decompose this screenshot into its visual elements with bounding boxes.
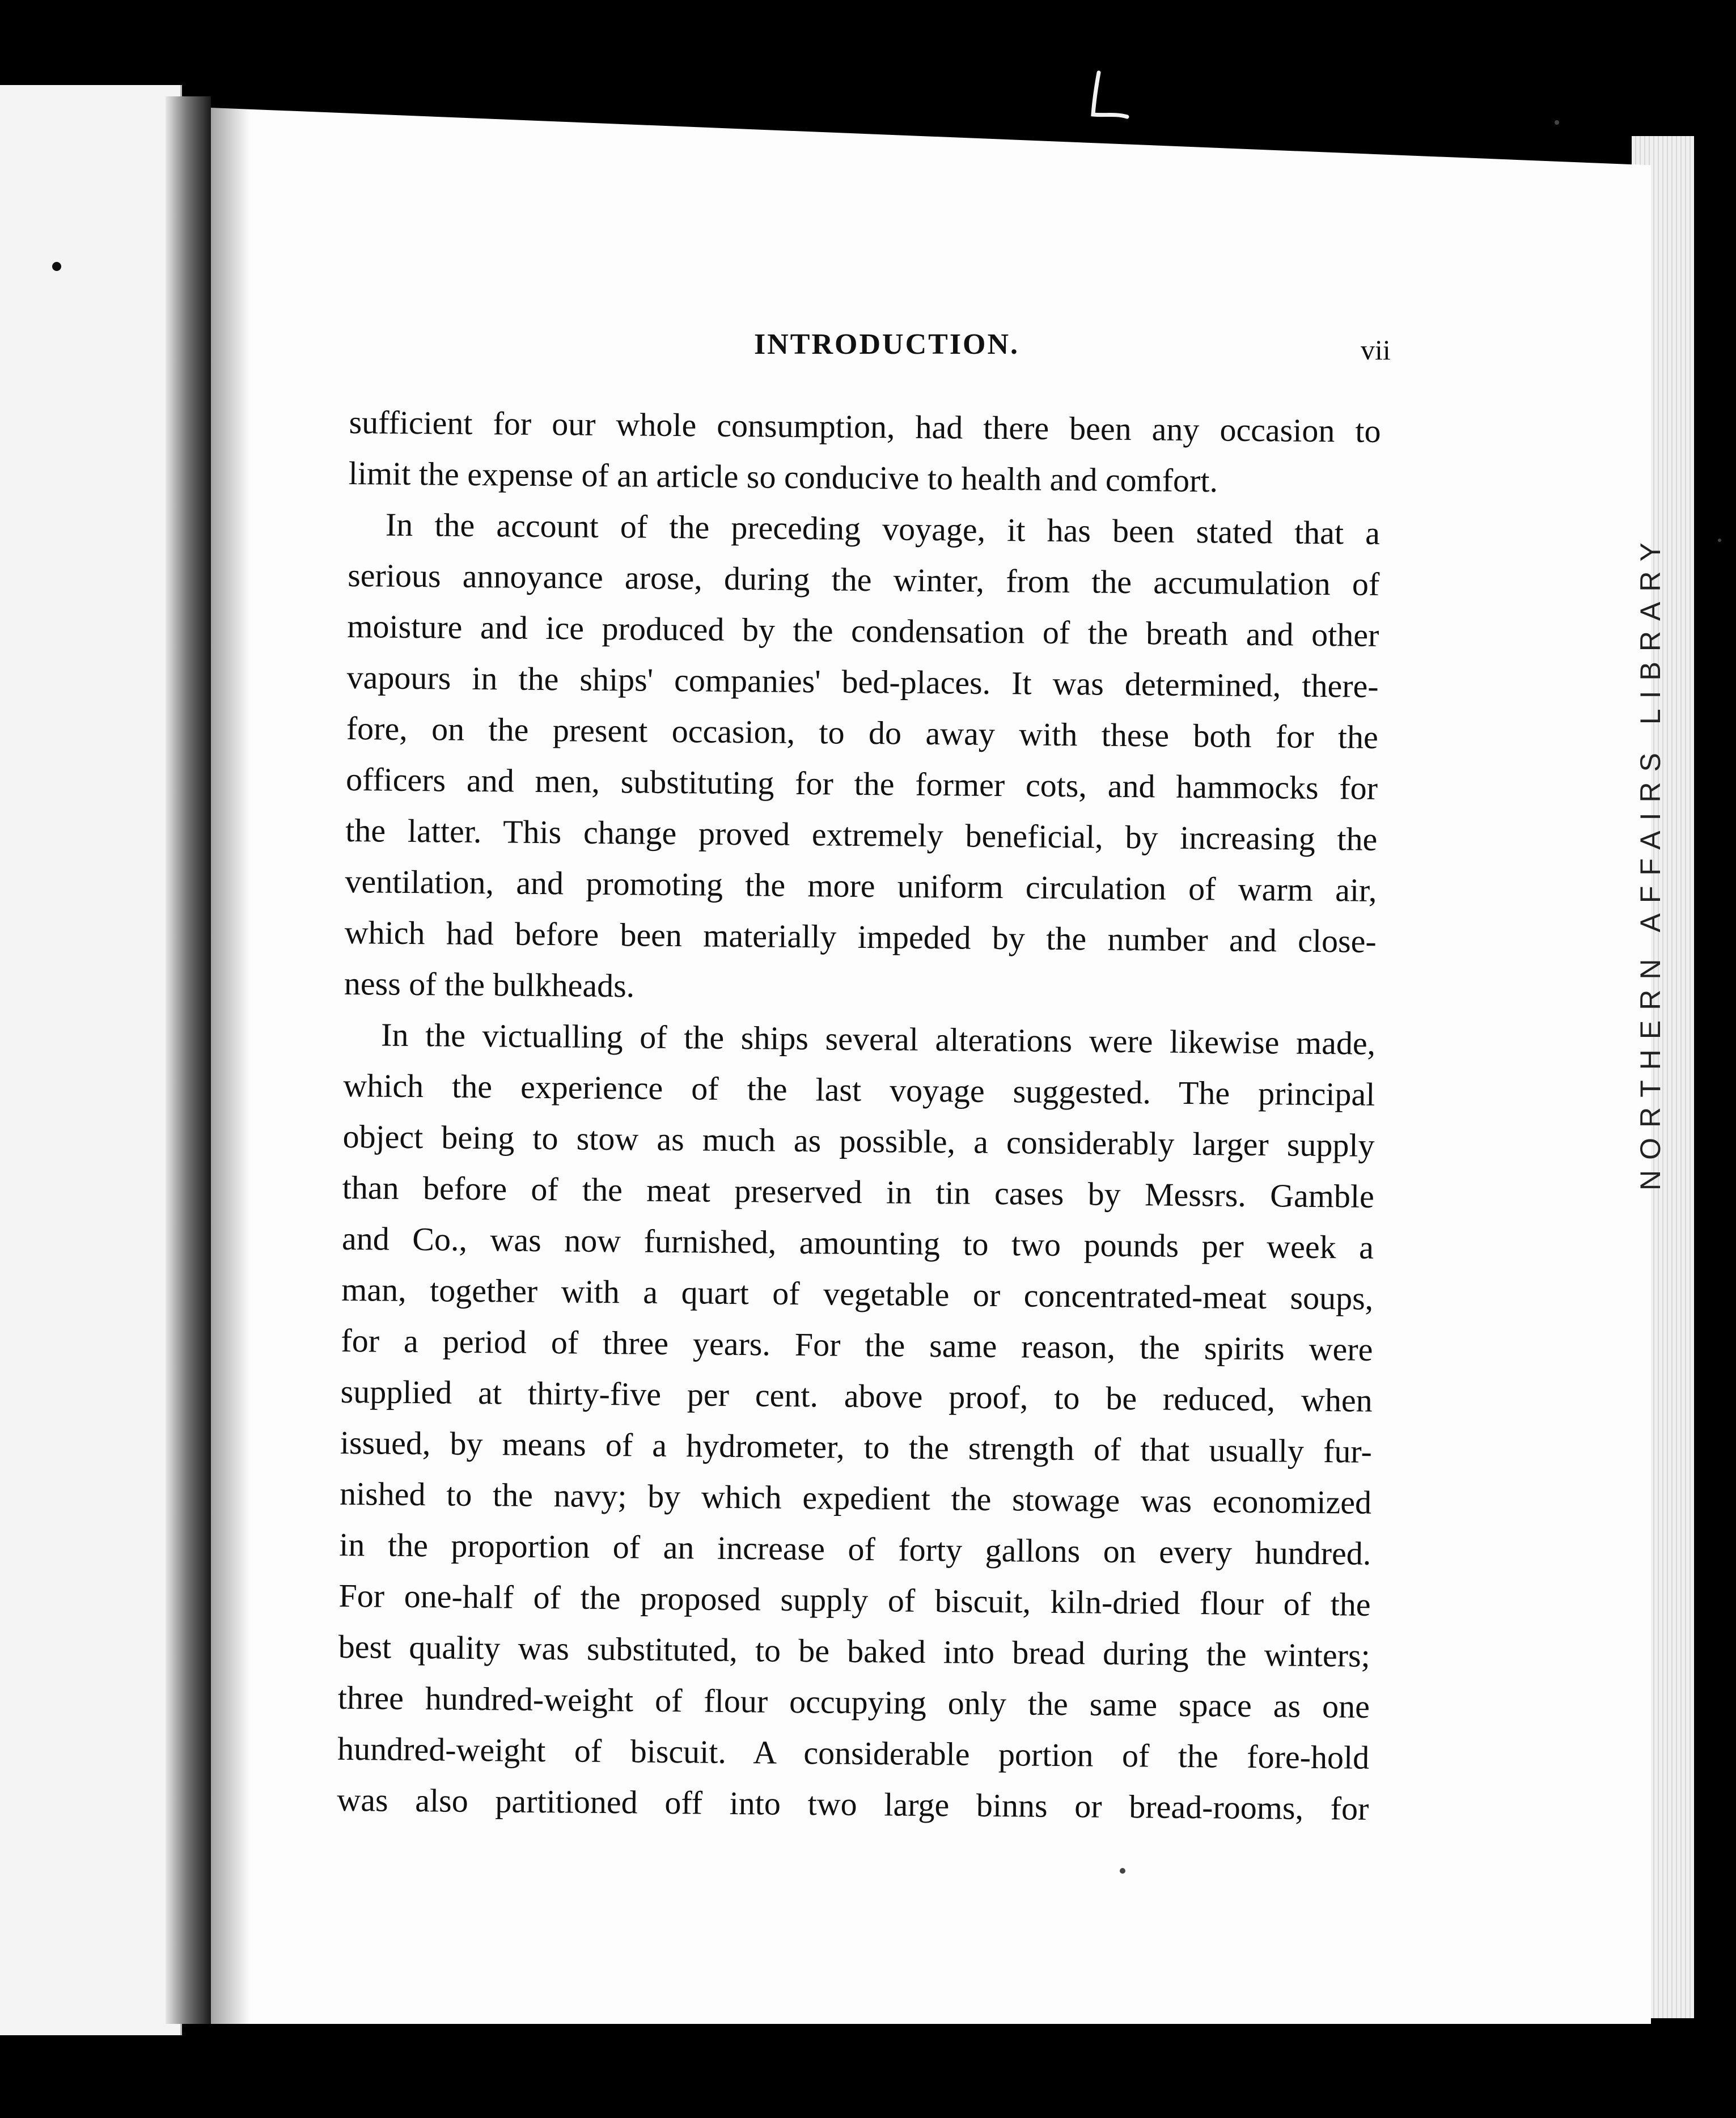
text-line: serious annoyance arose, during the winter, from the accumulation of xyxy=(347,556,1380,603)
text-line: supplied at thirty-five per cent. above proof, to be reduced, when xyxy=(340,1373,1373,1419)
text-line: three hundred-weight of flour occupying only the same space as one xyxy=(337,1679,1370,1725)
text-line: was also partitioned off into two large binns or bread-rooms, for xyxy=(337,1781,1369,1827)
text-line: In the victualling of the ships several alterations were likewise made, xyxy=(380,1016,1376,1062)
text-line: in the proportion of an increase of forty gallons on every hundred. xyxy=(339,1526,1371,1572)
body-text xyxy=(337,397,1381,1835)
text-line: ness of the bulkheads. xyxy=(344,964,635,1005)
text-line: which had before been materially impeded by the number and close- xyxy=(344,913,1377,960)
gutter-shadow xyxy=(211,108,251,2024)
text-line: ventilation, and promoting the more uniform circulation of warm air, xyxy=(345,862,1377,909)
text-line: nished to the navy; by which expedient the stowage was economized xyxy=(339,1475,1372,1521)
paper-speck xyxy=(1120,1868,1125,1874)
text-line: best quality was substituted, to be baked into bread during the winters; xyxy=(338,1628,1370,1674)
paper-speck xyxy=(1718,539,1721,542)
text-line: and Co., was now furnished, amounting to two pounds per week a xyxy=(341,1219,1374,1266)
text-line: man, together with a quart of vegetable or concentrated-meat soups, xyxy=(341,1270,1374,1317)
text-line: officers and men, substituting for the former cots, and hammocks for xyxy=(345,760,1378,807)
text-line: object being to stow as much as possible, a considerably larger supply xyxy=(342,1117,1375,1164)
paper-speck xyxy=(1555,120,1559,125)
text-line: the latter. This change proved extremely beneficial, by increasing the xyxy=(345,811,1378,858)
text-line: For one-half of the proposed supply of biscuit, kiln-dried flour of the xyxy=(338,1577,1371,1623)
page-number: vii xyxy=(1361,334,1391,366)
text-line: limit the expense of an article so conducive to health and comfort. xyxy=(348,454,1218,499)
facing-page xyxy=(0,85,182,2035)
text-line: In the account of the preceding voyage, it has been stated that a xyxy=(385,506,1381,552)
running-head: INTRODUCTION. xyxy=(754,328,1020,361)
text-line: vapours in the ships' companies' bed-places. It was determined, there- xyxy=(346,658,1379,705)
text-line: for a period of three years. For the same reason, the spirits were xyxy=(341,1321,1373,1368)
text-line: hundred-weight of biscuit. A considerable portion of the fore-hold xyxy=(337,1730,1370,1776)
book-gutter xyxy=(166,96,211,2024)
text-line: fore, on the present occasion, to do away with these both for the xyxy=(346,709,1379,756)
text-line: moisture and ice produced by the condensation of the breath and other xyxy=(347,607,1379,654)
text-line: issued, by means of a hydrometer, to the strength of that usually fur- xyxy=(340,1424,1373,1470)
text-line: which the experience of the last voyage suggested. The principal xyxy=(343,1066,1375,1113)
text-line: sufficient for our whole consumption, had there been any occasion to xyxy=(349,403,1381,450)
library-stamp: NORTHERN AFFAIRS LIBRARY xyxy=(1635,532,1666,1191)
text-line: than before of the meat preserved in tin cases by Messrs. Gamble xyxy=(342,1168,1375,1215)
pencil-mark-icon xyxy=(1082,68,1133,125)
ink-speck xyxy=(52,262,61,271)
